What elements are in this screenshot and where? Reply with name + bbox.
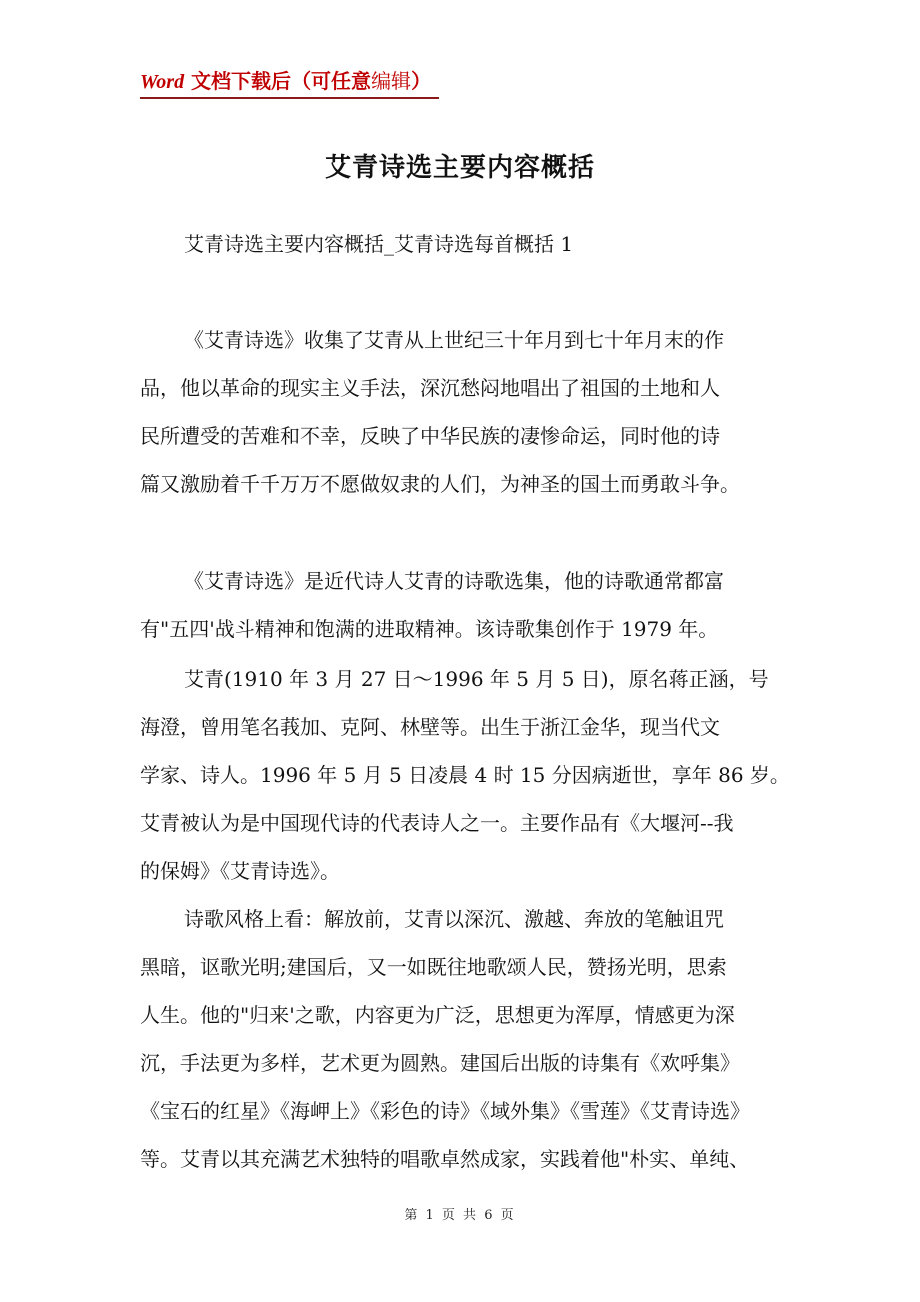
paragraph-2 xyxy=(140,557,800,653)
paragraph-line: 诗歌风格上看：解放前，艾青以深沉、激越、奔放的笔触诅咒 xyxy=(184,907,724,931)
paragraph-line: 《宝石的红星》《海岬上》《彩色的诗》《域外集》《雪莲》《艾青诗选》 xyxy=(140,1099,750,1123)
subtitle-line: 艾青诗选主要内容概括_艾青诗选每首概括 1 xyxy=(184,232,574,256)
document-title: 艾青诗选主要内容概括 xyxy=(324,153,595,183)
paragraph-line: 人生。他的"归来'之歌，内容更为广泛，思想更为浑厚，情感更为深 xyxy=(140,1003,735,1027)
header-banner xyxy=(140,66,439,99)
paragraph-line: 等。艾青以其充满艺术独特的唱歌卓然成家，实践着他"朴实、单纯、 xyxy=(140,1147,750,1171)
paragraph-line: 有"五四'战斗精神和饱满的进取精神。该诗歌集创作于 1979 年。 xyxy=(140,617,719,641)
header-paren-close: ） xyxy=(411,69,432,93)
paragraph-line: 的保姆》《艾青诗选》。 xyxy=(140,859,340,883)
paragraph-line: 沉，手法更为多样，艺术更为圆熟。建国后出版的诗集有《欢呼集》 xyxy=(140,1051,740,1075)
subtitle-paragraph xyxy=(140,220,800,268)
paragraph-line: 学家、诗人。1996 年 5 月 5 日凌晨 4 时 15 分因病逝世，享年 86 岁。 xyxy=(140,763,790,787)
page-footer: 第 1 页 共 6 页 xyxy=(404,1208,516,1223)
paragraph-line: 品，他以革命的现实主义手法，深沉愁闷地唱出了祖国的土地和人 xyxy=(140,376,720,400)
header-word-label: Word xyxy=(140,71,185,93)
paragraph-line: 篇又激励着千千万万不愿做奴隶的人们，为神圣的国土而勇敢斗争。 xyxy=(140,472,740,496)
paragraph-1 xyxy=(140,316,800,508)
paragraph-line: 艾青被认为是中国现代诗的代表诗人之一。主要作品有《大堰河--我 xyxy=(140,811,734,835)
header-edit-label: 编辑 xyxy=(371,69,412,93)
paragraph-line: 民所遭受的苦难和不幸，反映了中华民族的凄惨命运，同时他的诗 xyxy=(140,424,720,448)
paragraph-line: 海澄，曾用笔名莪加、克阿、林壁等。出生于浙江金华，现当代文 xyxy=(140,715,720,739)
paragraph-line: 艾青(1910 年 3 月 27 日～1996 年 5 月 5 日)，原名蒋正涵，号 xyxy=(184,667,769,691)
paragraph-line: 黑暗，讴歌光明;建国后，又一如既往地歌颂人民，赞扬光明，思索 xyxy=(140,955,727,979)
header-paren-open: （可任意 xyxy=(291,69,372,93)
paragraph-line: 《艾青诗选》收集了艾青从上世纪三十年月到七十年月末的作 xyxy=(184,328,724,352)
paragraph-3 xyxy=(140,655,800,895)
paragraph-4 xyxy=(140,895,800,1183)
paragraph-line: 《艾青诗选》是近代诗人艾青的诗歌选集，他的诗歌通常都富 xyxy=(184,569,724,593)
header-download-label: 文档下载后 xyxy=(184,69,292,93)
